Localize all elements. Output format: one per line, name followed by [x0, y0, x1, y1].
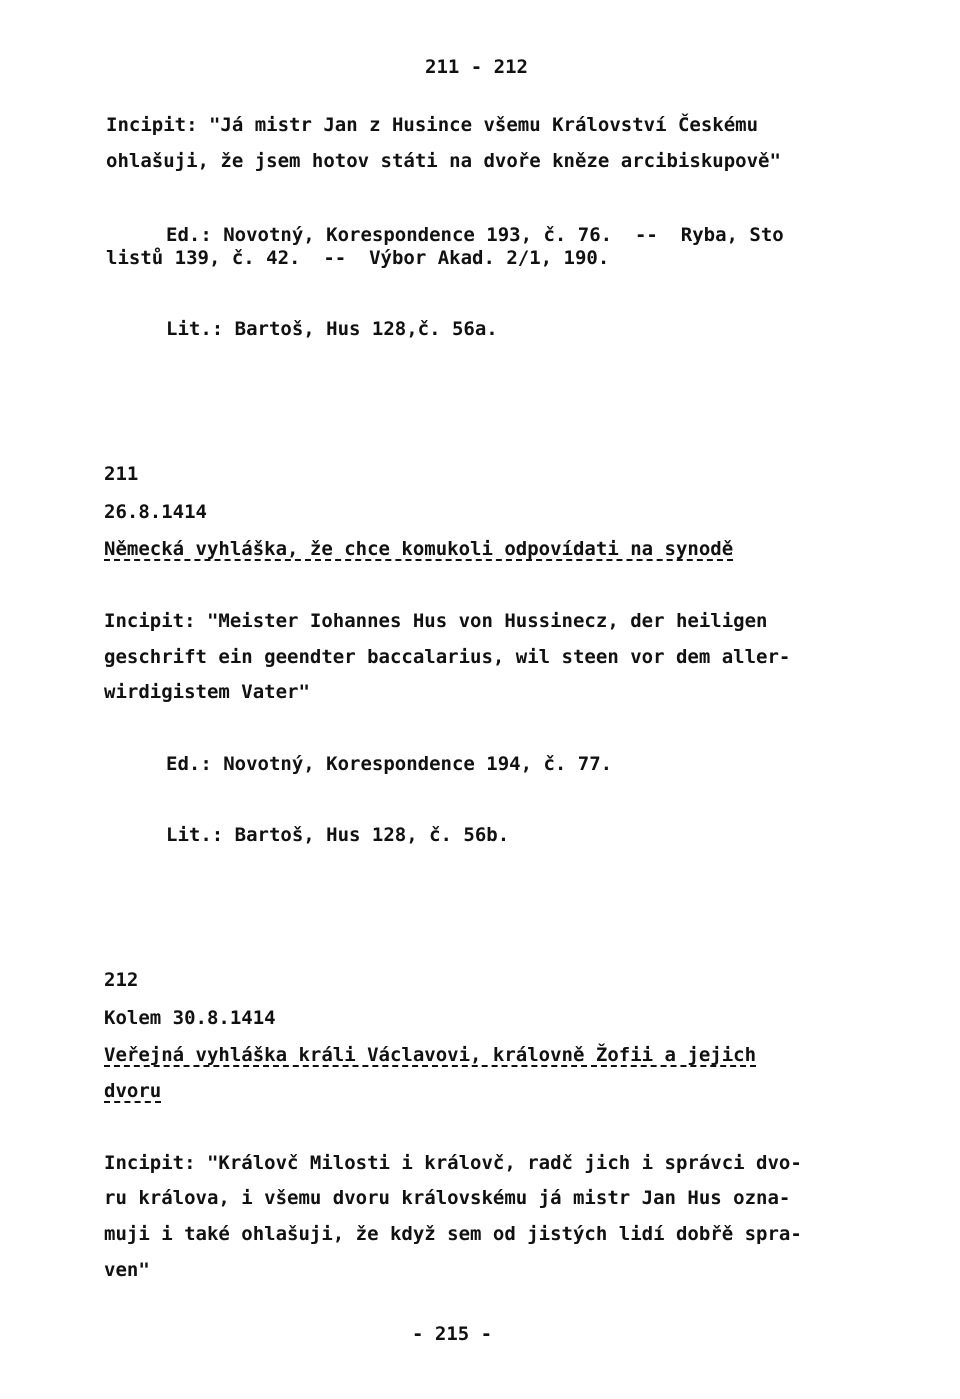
- incipit-line: ohlašuji, že jsem hotov státi na dvoře kněze arcibiskupově": [106, 150, 781, 172]
- entry-number: 212: [104, 969, 139, 991]
- page-header: 211 - 212: [425, 56, 528, 78]
- entry-number: 211: [104, 463, 139, 485]
- edition-line: Ed.: Novotný, Korespondence 194, č. 77.: [166, 753, 613, 775]
- edition-line: Ed.: Novotný, Korespondence 193, č. 76. -- Ryba, Sto: [166, 224, 784, 246]
- page-footer: - 215 -: [412, 1323, 493, 1345]
- entry-title: Veřejná vyhláška králi Václavovi, královně Žofii a jejich: [104, 1044, 757, 1066]
- incipit-line: muji i také ohlašuji, že když sem od jistých lidí dobřě spra-: [104, 1223, 802, 1245]
- literature-line: Lit.: Bartoš, Hus 128,č. 56a.: [166, 318, 498, 340]
- entry-title: Německá vyhláška, že chce komukoli odpovídati na synodě: [104, 538, 734, 560]
- edition-line: listů 139, č. 42. -- Výbor Akad. 2/1, 190.: [106, 247, 610, 269]
- incipit-line: geschrift ein geendter baccalarius, wil steen vor dem aller-: [104, 646, 791, 668]
- entry-date: 26.8.1414: [104, 501, 207, 523]
- incipit-line: Incipit: "Já mistr Jan z Husince všemu Království Českému: [106, 114, 759, 136]
- entry-date: Kolem 30.8.1414: [104, 1007, 276, 1029]
- literature-line: Lit.: Bartoš, Hus 128, č. 56b.: [166, 824, 510, 846]
- incipit-line: Incipit: "Meister Iohannes Hus von Hussinecz, der heiligen: [104, 610, 768, 632]
- entry-title: dvoru: [104, 1080, 162, 1102]
- incipit-line: Incipit: "Královč Milosti i královč, radč jich i správci dvo-: [104, 1152, 802, 1174]
- incipit-line: ru králova, i všemu dvoru královskému já mistr Jan Hus ozna-: [104, 1187, 791, 1209]
- incipit-line: wirdigistem Vater": [104, 681, 310, 703]
- incipit-line: ven": [104, 1259, 150, 1281]
